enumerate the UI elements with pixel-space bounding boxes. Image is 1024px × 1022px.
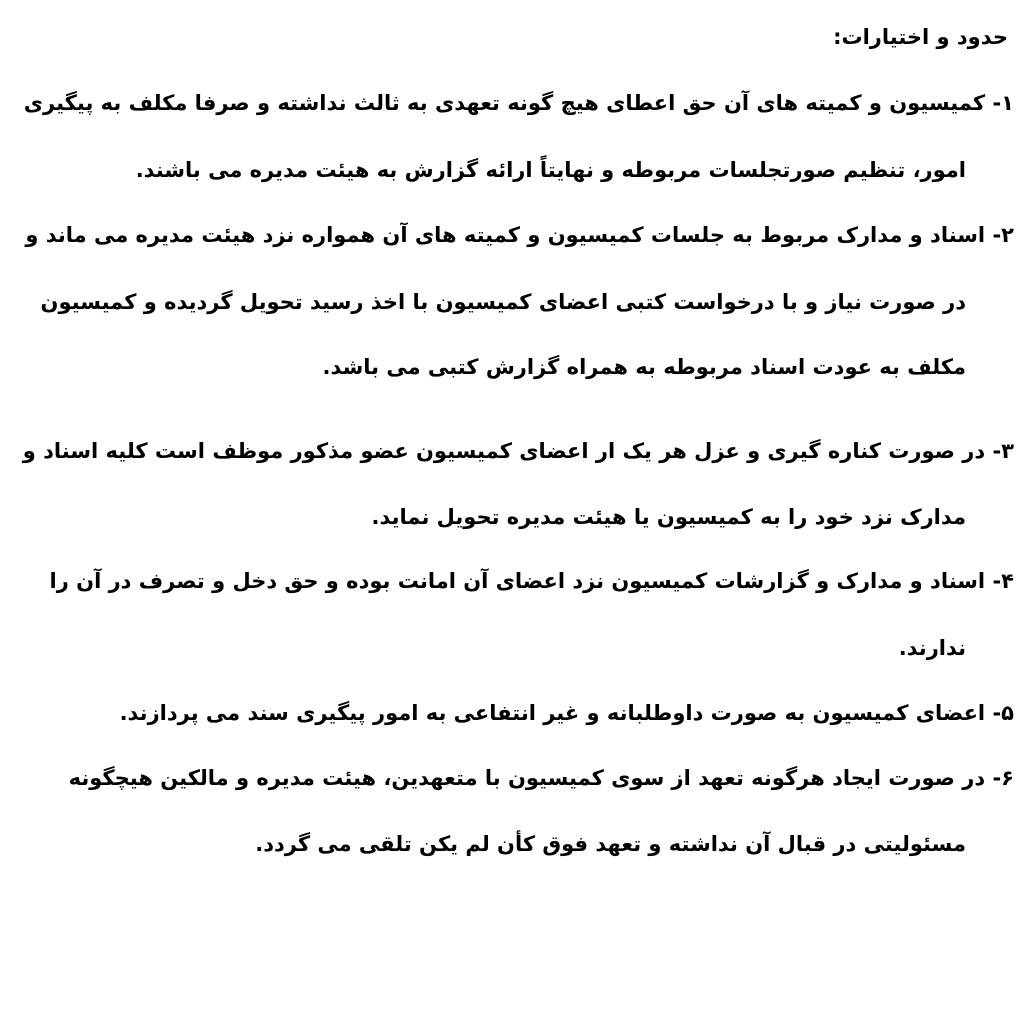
- clause-3-line-1: ۳- در صورت کناره گیری و عزل هر یک ار اعضای کمیسیون عضو مذکور موظف است کلیه اسناد و: [22, 439, 1014, 463]
- clause-5-line-1: ۵- اعضای کمیسیون به صورت داوطلبانه و غیر انتفاعی به امور پیگیری سند می پردازند.: [119, 701, 1014, 725]
- clause-4-line-1: ۴- اسناد و مدارک و گزارشات کمیسیون نزد اعضای آن امانت بوده و حق دخل و تصرف در آن را: [49, 569, 1014, 593]
- clause-6-line-2: مسئولیتی در قبال آن نداشته و تعهد فوق کأن لم یکن تلقی می گردد.: [255, 832, 966, 856]
- clause-2-line-2: در صورت نیاز و با درخواست کتبی اعضای کمیسیون با اخذ رسید تحویل گردیده و کمیسیون: [40, 290, 966, 314]
- clause-1-line-1: ۱- کمیسیون و کمیته های آن حق اعطای هیچ گونه تعهدی به ثالث نداشته و صرفا مکلف به پیگیری: [23, 91, 1014, 115]
- document-heading: حدود و اختیارات:: [833, 25, 1008, 49]
- clause-3-line-2: مدارک نزد خود را به کمیسیون یا هیئت مدیره تحویل نماید.: [371, 505, 966, 529]
- clause-1-line-2: امور، تنظیم صورتجلسات مربوطه و نهایتاً ارائه گزارش به هیئت مدیره می باشند.: [135, 158, 966, 182]
- clause-2-line-1: ۲- اسناد و مدارک مربوط به جلسات کمیسیون و کمیته های آن همواره نزد هیئت مدیره می ماند و: [25, 223, 1014, 247]
- clause-4-line-2: ندارند.: [898, 636, 966, 660]
- clause-6-line-1: ۶- در صورت ایجاد هرگونه تعهد از سوی کمیسیون با متعهدین، هیئت مدیره و مالکین هیچگونه: [68, 766, 1014, 790]
- clause-2-line-3: مکلف به عودت اسناد مربوطه به همراه گزارش کتبی می باشد.: [322, 355, 966, 379]
